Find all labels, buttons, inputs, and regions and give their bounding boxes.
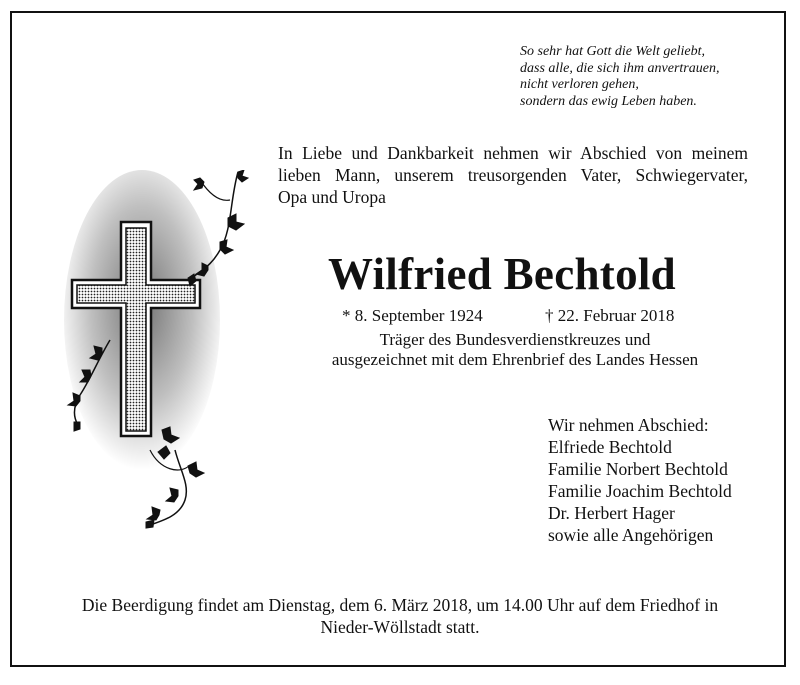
mourner-name: Dr. Herbert Hager <box>548 503 675 523</box>
mourner-name: Familie Joachim Bechtold <box>548 481 732 501</box>
funeral-line: Nieder-Wöllstadt statt. <box>320 617 480 637</box>
intro-line: Opa und Uropa <box>278 187 386 207</box>
honors-text <box>300 330 730 370</box>
intro-line: In Liebe und Dankbarkeit nehmen wir Abschied von meinem <box>278 143 748 163</box>
verse-line: sondern das ewig Leben haben. <box>520 93 697 109</box>
honors-line: Träger des Bundesverdienstkreuzes und <box>379 330 651 349</box>
deceased-name: Wilfried Bechtold <box>328 249 677 299</box>
funeral-info <box>20 594 780 638</box>
cross-with-ivy <box>60 170 265 530</box>
mourners-list <box>548 414 732 546</box>
honors-line: ausgezeichnet mit dem Ehrenbrief des Landes Hessen <box>331 350 699 369</box>
death-date: † 22. Februar 2018 <box>545 306 675 325</box>
mourner-name: sowie alle Angehörigen <box>548 525 714 545</box>
verse-line: So sehr hat Gott die Welt geliebt, <box>520 44 705 59</box>
intro-text <box>278 142 748 208</box>
mourners-heading: Wir nehmen Abschied: <box>548 415 709 435</box>
verse-line: nicht verloren gehen, <box>520 77 639 92</box>
funeral-line: Die Beerdigung findet am Dienstag, dem 6. März 2018, um 14.00 Uhr auf dem Friedhof in <box>81 595 719 615</box>
verse-line: dass alle, die sich ihm anvertrauen, <box>520 60 720 76</box>
intro-line: lieben Mann, unserem treusorgenden Vater, Schwiegervater, <box>278 165 748 185</box>
bible-verse <box>520 44 719 110</box>
mourner-name: Familie Norbert Bechtold <box>548 459 728 479</box>
birth-date: * 8. September 1924 <box>342 306 483 325</box>
mourner-name: Elfriede Bechtold <box>548 437 672 457</box>
